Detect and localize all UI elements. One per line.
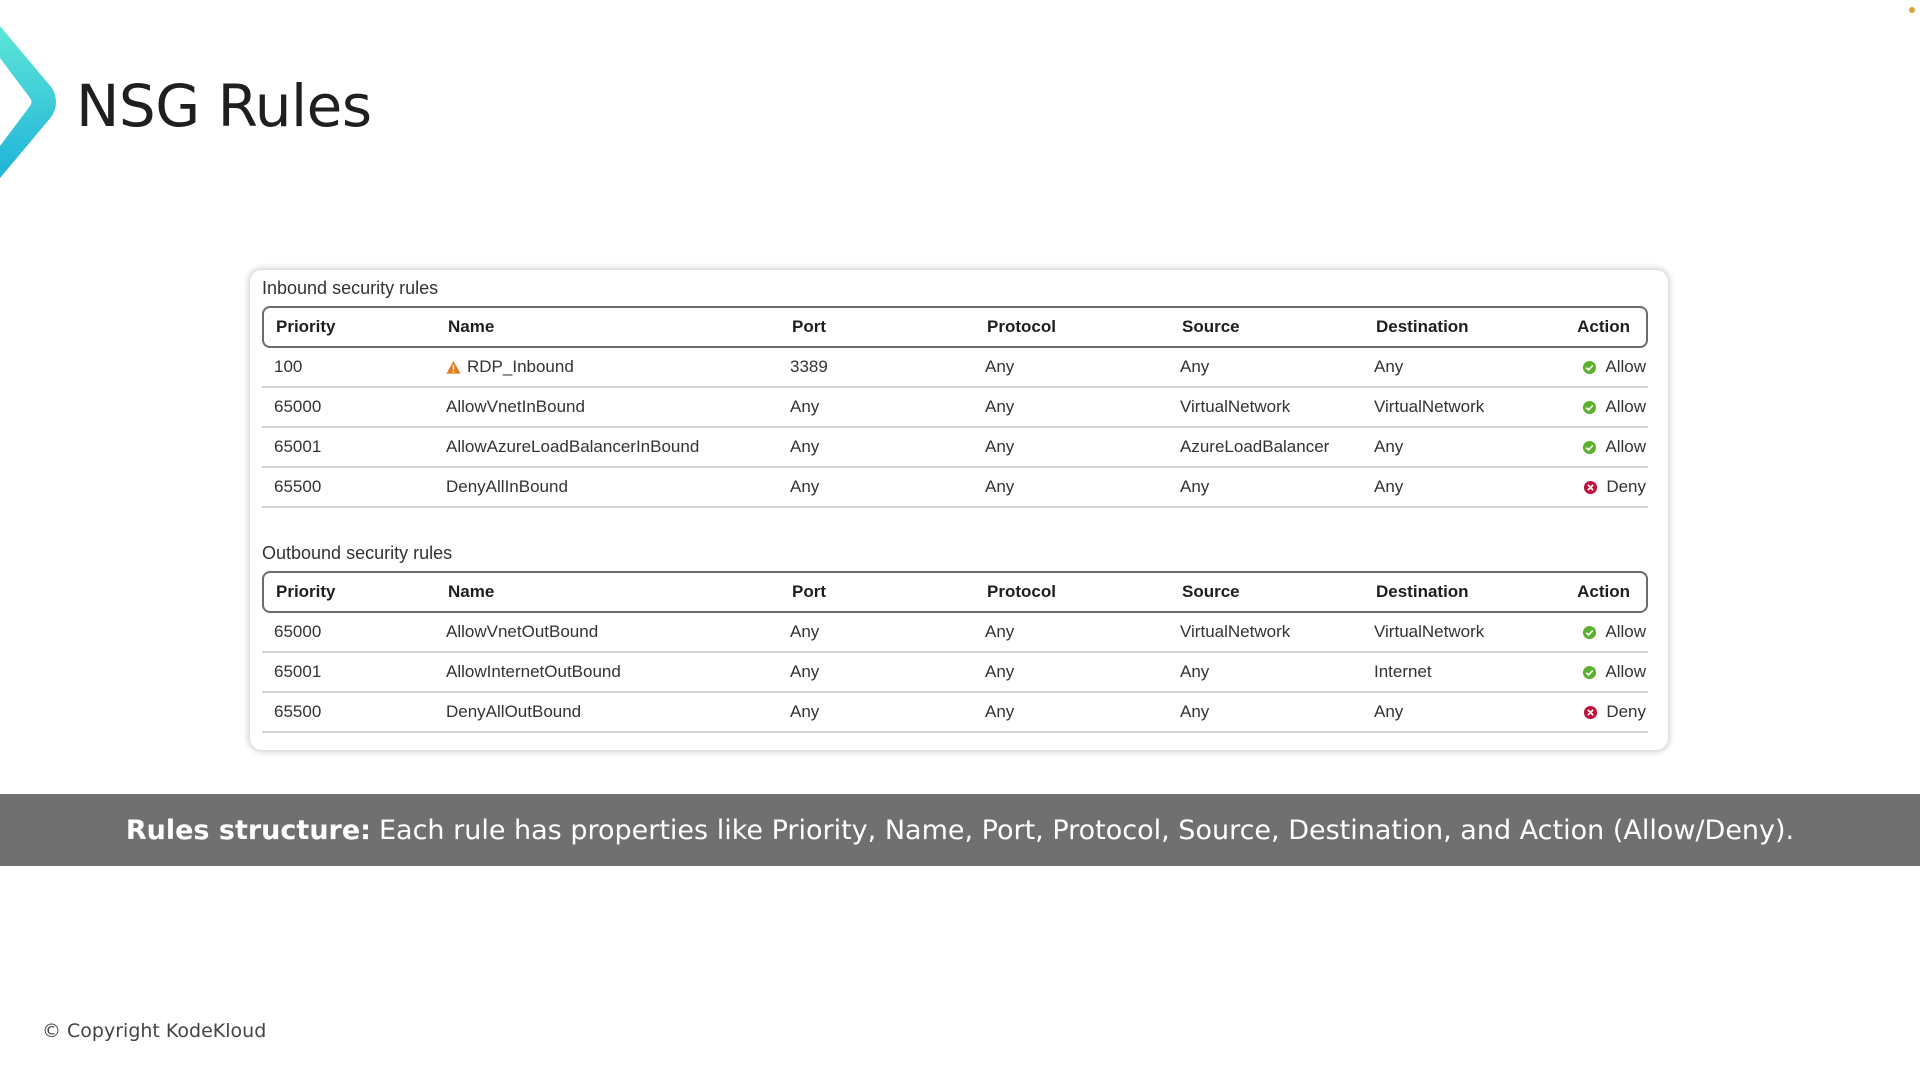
cell-source: Any <box>1180 662 1210 681</box>
cell-priority: 65000 <box>274 622 322 641</box>
cell-destination: Any <box>1374 702 1404 721</box>
caption-bar <box>0 794 1920 866</box>
cell-action <box>1570 477 1648 497</box>
cell-protocol: Any <box>985 397 1015 416</box>
table-row[interactable] <box>262 693 1648 733</box>
caption-text: Each rule has properties like Priority, Name, Port, Protocol, Source, Destination, and Action (Allow/Deny). <box>378 814 1795 846</box>
rule-name[interactable]: DenyAllOutBound <box>446 702 582 721</box>
cell-priority: 65500 <box>274 702 322 721</box>
cell-name <box>446 357 790 377</box>
page-title: NSG Rules <box>76 72 372 140</box>
cell-source: VirtualNetwork <box>1180 397 1291 416</box>
rule-name[interactable]: RDP_Inbound <box>467 357 574 376</box>
action-label: Deny <box>1606 477 1646 496</box>
table-row[interactable] <box>262 468 1648 508</box>
allow-check-icon <box>1582 360 1597 375</box>
table-header <box>262 306 1648 348</box>
header-action[interactable]: Action <box>1577 582 1630 601</box>
header-name[interactable]: Name <box>448 582 495 601</box>
cell-priority: 65000 <box>274 397 322 416</box>
table-row[interactable] <box>262 388 1648 428</box>
action-label: Allow <box>1605 662 1646 681</box>
cell-protocol: Any <box>985 622 1015 641</box>
allow-check-icon <box>1582 440 1597 455</box>
cell-priority: 65500 <box>274 477 322 496</box>
cell-destination: Internet <box>1374 662 1432 681</box>
allow-check-icon <box>1582 625 1597 640</box>
inbound-section-title: Inbound security rules <box>262 278 439 298</box>
header-protocol[interactable]: Protocol <box>987 582 1056 601</box>
deny-x-icon <box>1583 480 1598 495</box>
header-priority[interactable]: Priority <box>276 582 336 601</box>
cell-protocol: Any <box>985 357 1015 376</box>
corner-dot <box>1909 7 1915 13</box>
cell-destination: VirtualNetwork <box>1374 397 1485 416</box>
cell-protocol: Any <box>985 437 1015 456</box>
brand-chevron-icon <box>0 26 64 178</box>
warning-icon <box>446 360 461 375</box>
header-port[interactable]: Port <box>792 582 826 601</box>
header-port[interactable]: Port <box>792 317 826 336</box>
rule-name[interactable]: DenyAllInBound <box>446 477 568 496</box>
rule-name[interactable]: AllowAzureLoadBalancerInBound <box>446 437 700 456</box>
cell-port: Any <box>790 622 820 641</box>
cell-protocol: Any <box>985 477 1015 496</box>
cell-action <box>1570 662 1648 682</box>
cell-port: Any <box>790 702 820 721</box>
header-source[interactable]: Source <box>1182 317 1240 336</box>
allow-check-icon <box>1582 400 1597 415</box>
table-row[interactable] <box>262 653 1648 693</box>
cell-action <box>1570 622 1648 642</box>
header-priority[interactable]: Priority <box>276 317 336 336</box>
cell-protocol: Any <box>985 702 1015 721</box>
cell-priority: 65001 <box>274 662 322 681</box>
nsg-rules-panel <box>250 270 1668 750</box>
cell-protocol: Any <box>985 662 1015 681</box>
cell-priority: 65001 <box>274 437 322 456</box>
rule-name[interactable]: AllowVnetOutBound <box>446 622 599 641</box>
cell-name <box>446 702 790 722</box>
cell-action <box>1570 702 1648 722</box>
cell-source: Any <box>1180 702 1210 721</box>
table-row[interactable] <box>262 428 1648 468</box>
table-header <box>262 571 1648 613</box>
rule-name[interactable]: AllowVnetInBound <box>446 397 585 416</box>
header-destination[interactable]: Destination <box>1376 582 1469 601</box>
action-label: Allow <box>1605 622 1646 641</box>
header-action[interactable]: Action <box>1577 317 1630 336</box>
header-protocol[interactable]: Protocol <box>987 317 1056 336</box>
cell-port: 3389 <box>790 357 828 376</box>
table-row[interactable] <box>262 348 1648 388</box>
caption-bold: Rules structure: <box>125 814 371 846</box>
allow-check-icon <box>1582 665 1597 680</box>
cell-source: Any <box>1180 477 1210 496</box>
action-label: Allow <box>1605 357 1646 376</box>
cell-action <box>1570 357 1648 377</box>
outbound-section-title: Outbound security rules <box>262 543 453 563</box>
cell-source: Any <box>1180 357 1210 376</box>
cell-name <box>446 477 790 497</box>
cell-name <box>446 397 790 417</box>
header-source[interactable]: Source <box>1182 582 1240 601</box>
header-destination[interactable]: Destination <box>1376 317 1469 336</box>
deny-x-icon <box>1583 705 1598 720</box>
header-name[interactable]: Name <box>448 317 495 336</box>
cell-priority: 100 <box>274 357 303 376</box>
cell-name <box>446 662 790 682</box>
cell-action <box>1570 397 1648 417</box>
cell-destination: Any <box>1374 477 1404 496</box>
cell-source: AzureLoadBalancer <box>1180 437 1330 456</box>
rule-name[interactable]: AllowInternetOutBound <box>446 662 621 681</box>
cell-port: Any <box>790 477 820 496</box>
copyright: © Copyright KodeKloud <box>42 1020 267 1042</box>
table-row[interactable] <box>262 613 1648 653</box>
cell-name <box>446 437 790 457</box>
cell-destination: VirtualNetwork <box>1374 622 1485 641</box>
action-label: Deny <box>1606 702 1646 721</box>
outbound-rules-table <box>262 571 1648 733</box>
cell-destination: Any <box>1374 357 1404 376</box>
cell-port: Any <box>790 397 820 416</box>
cell-port: Any <box>790 662 820 681</box>
inbound-rules-table <box>262 306 1648 508</box>
action-label: Allow <box>1605 437 1646 456</box>
action-label: Allow <box>1605 397 1646 416</box>
cell-source: VirtualNetwork <box>1180 622 1291 641</box>
cell-action <box>1570 437 1648 457</box>
cell-destination: Any <box>1374 437 1404 456</box>
cell-port: Any <box>790 437 820 456</box>
cell-name <box>446 622 790 642</box>
